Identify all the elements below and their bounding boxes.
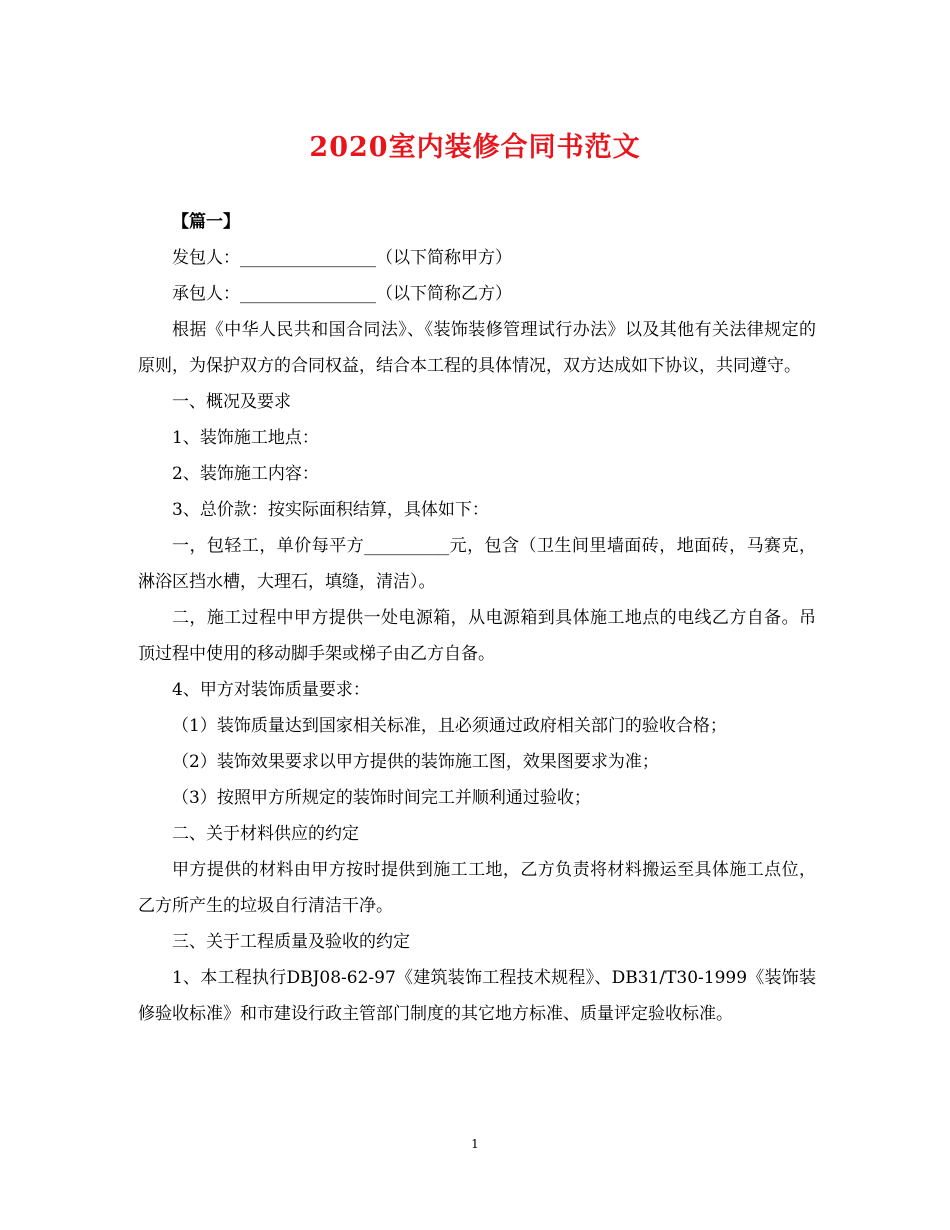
page-number: 1 <box>471 1137 479 1151</box>
materials-paragraph: 甲方提供的材料由甲方按时提供到施工工地，乙方负责将材料搬运至具体施工点位，乙方所产生的垃圾自行清洁干净。 <box>138 860 816 916</box>
standards-paragraph: 1、本工程执行DBJ08-62-97《建筑装饰工程技术规程》、DB31/T30-1999《装饰装修验收标准》和市建设行政主管部门制度的其它地方标准、质量评定验收标准。 <box>138 968 816 1024</box>
quality-item-2: （2）装饰效果要求以甲方提供的装饰施工图，效果图要求为准； <box>172 752 659 772</box>
quality-item-1: （1）装饰质量达到国家相关标准，且必须通过政府相关部门的验收合格； <box>172 716 727 736</box>
clause-total-price: 3、总价款：按实际面积结算，具体如下： <box>172 500 489 520</box>
clause-power-supply: 二，施工过程中甲方提供一处电源箱，从电源箱到具体施工地点的电线乙方自备。吊顶过程中使用的移动脚手架或梯子由乙方自备。 <box>138 608 816 664</box>
section-label: 【篇一】 <box>172 212 240 232</box>
section-heading-overview: 一、概况及要求 <box>172 392 291 412</box>
quality-item-3: （3）按照甲方所规定的装饰时间完工并顺利通过验收； <box>172 788 591 808</box>
preamble-paragraph: 根据《中华人民共和国合同法》、《装饰装修管理试行办法》以及其他有关法律规定的原则，为保护双方的合同权益，结合本工程的具体情况，双方达成如下协议，共同遵守。 <box>138 320 816 376</box>
party-a-line: 发包人：________________（以下简称甲方） <box>172 248 512 268</box>
clause-light-labor: 一，包轻工，单价每平方__________元，包含（卫生间里墙面砖，地面砖，马赛克，淋浴区挡水槽，大理石，填缝，清洁）。 <box>138 536 816 592</box>
clause-quality-requirements: 4、甲方对装饰质量要求： <box>172 680 370 700</box>
party-b-line: 承包人：________________（以下简称乙方） <box>172 284 512 304</box>
document-title: 2020室内装修合同书范文 <box>309 132 641 163</box>
document-body <box>138 204 816 1032</box>
clause-content: 2、装饰施工内容： <box>172 464 319 484</box>
clause-location: 1、装饰施工地点： <box>172 428 319 448</box>
section-heading-quality-acceptance: 三、关于工程质量及验收的约定 <box>172 932 410 952</box>
section-heading-materials: 二、关于材料供应的约定 <box>172 824 359 844</box>
